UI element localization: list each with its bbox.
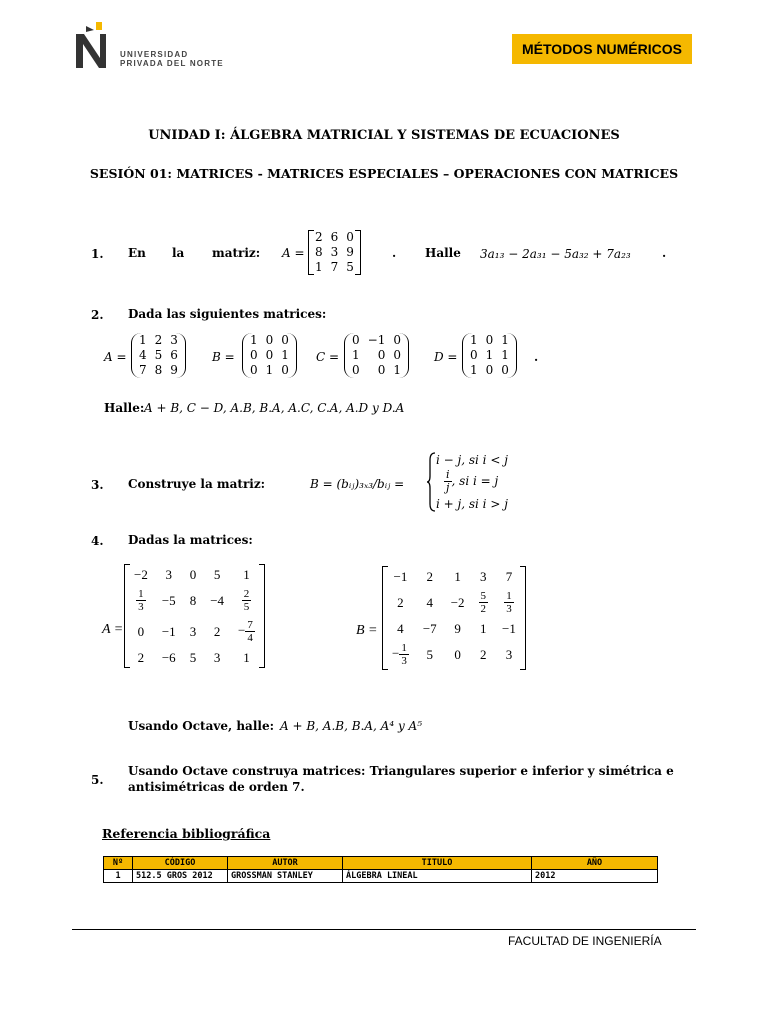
matrix-cell: 1: [243, 650, 250, 665]
matrix-cell: 3: [189, 624, 197, 639]
matrix-cell: −4: [210, 593, 225, 608]
matrix-b: [242, 333, 297, 378]
matrix-b-lhs: B =: [212, 350, 235, 364]
logo-line-2: PRIVADA DEL NORTE: [120, 59, 224, 68]
matrix-d-lhs: D =: [434, 350, 458, 364]
matrix-cell: 0: [265, 348, 274, 362]
matrix-cell: 7: [330, 260, 339, 274]
case-2-condition: , si i = j: [451, 474, 499, 488]
matrix-cell: [385, 639, 416, 670]
column-header: CÓDIGO: [133, 857, 228, 870]
matrix-cell: 0: [377, 348, 386, 362]
course-badge: MÉTODOS NUMÉRICOS: [512, 34, 692, 64]
problem-5-line-1: Usando Octave construya matrices: Triangulares superior e inferior y simétrica e: [128, 764, 674, 778]
matrix-c: [344, 333, 409, 378]
matrix-d: [462, 333, 517, 378]
minus-sign: −: [238, 622, 246, 638]
footer-divider: [72, 929, 696, 930]
fraction-numerator: 1: [506, 590, 512, 602]
fraction-denominator: 3: [506, 603, 512, 615]
minus-sign: −: [392, 645, 400, 661]
problem-4-text: Dadas la matrices:: [128, 533, 253, 547]
matrix-cell: 0: [352, 333, 360, 347]
matrix-cell: 1: [470, 363, 478, 377]
matrix-cell: 1: [393, 363, 401, 377]
matrix-cell: 0: [501, 363, 509, 377]
matrix-cell: 0: [189, 567, 197, 582]
problem-3-text: Construye la matriz:: [128, 477, 266, 491]
problem-3-lhs: B = (bᵢⱼ)₃ₓ₃/bᵢⱼ =: [310, 477, 405, 491]
problem-1-word-3: matriz:: [212, 246, 261, 260]
matrix-cell: [472, 587, 496, 618]
table-cell: 512.5 GROS 2012: [133, 870, 228, 883]
matrix-cell: 2: [426, 569, 434, 584]
matrix-cell: 2: [137, 650, 145, 665]
problem-5-number: 5.: [91, 773, 104, 787]
matrix-cell: 0: [454, 647, 461, 662]
university-logo-icon: [72, 20, 112, 70]
matrix-cell: [495, 587, 523, 618]
fraction-denominator: 5: [243, 601, 250, 613]
matrix-cell: 8: [315, 245, 323, 259]
matrix-cell: 0: [265, 333, 274, 347]
matrix-b-big-lhs: B =: [356, 623, 378, 638]
matrix-cell: 5: [189, 650, 197, 665]
problem-2-text: Dada las siguientes matrices:: [128, 307, 327, 321]
matrix-cell: 0: [281, 363, 289, 377]
matrix-c-lhs: C =: [316, 350, 340, 364]
matrix-cell: 1: [315, 260, 323, 274]
table-cell: 2012: [532, 870, 658, 883]
problem-2-halle-label: Halle:: [104, 401, 145, 415]
column-header: AÑO: [532, 857, 658, 870]
problem-1-end: .: [662, 246, 667, 260]
matrix-b-big: [382, 566, 526, 670]
matrix-cell: 0: [485, 333, 494, 347]
problem-4-octave-expression: A + B, A.B, B.A, A⁴ y A⁵: [280, 719, 423, 733]
matrix-cell: 1: [501, 348, 509, 362]
matrix-cell: 8: [154, 363, 163, 377]
unit-title: UNIDAD I: ÁLGEBRA MATRICIAL Y SISTEMAS DE ECUACIONES: [148, 128, 620, 143]
problem-1-matrix: [308, 230, 361, 275]
left-brace-icon: [426, 452, 436, 512]
matrix-cell: 1: [501, 333, 509, 347]
matrix-cell: 3: [505, 647, 513, 662]
fraction-numerator: 2: [243, 588, 250, 600]
matrix-cell: 7: [505, 569, 513, 584]
problem-3-case-1: i − j, si i < j: [436, 453, 508, 467]
matrix-cell: 9: [346, 245, 354, 259]
matrix-cell: 0: [485, 363, 494, 377]
table-header-row: [104, 857, 658, 870]
matrix-cell: 1: [139, 333, 147, 347]
matrix-a-big: [124, 564, 265, 668]
table-cell: GROSSMAN STANLEY: [228, 870, 343, 883]
matrix-cell: 0: [346, 230, 354, 244]
problem-5-line-2: antisimétricas de orden 7.: [128, 780, 305, 794]
fraction-numerator: 1: [138, 588, 144, 600]
fraction-denominator: j: [446, 481, 450, 494]
fraction-denominator: 3: [138, 601, 144, 613]
matrix-cell: 1: [480, 621, 487, 636]
problem-3-number: 3.: [91, 478, 104, 492]
matrix-cell: −2: [134, 567, 148, 582]
references-title: Referencia bibliográfica: [102, 826, 271, 841]
matrix-cell: 5: [213, 567, 221, 582]
session-title: SESIÓN 01: MATRICES - MATRICES ESPECIALES – OPERACIONES CON MATRICES: [89, 166, 679, 181]
matrix-cell: 2: [315, 230, 323, 244]
matrix-cell: 7: [139, 363, 147, 377]
matrix-cell: 3: [330, 245, 339, 259]
matrix-cell: [127, 585, 155, 616]
matrix-cell: 6: [170, 348, 178, 362]
table-cell: ÁLGEBRA LINEAL: [343, 870, 532, 883]
matrix-cell: 0: [137, 624, 145, 639]
problem-1-word-1: En: [128, 246, 146, 260]
fraction-numerator: 1: [401, 642, 407, 654]
matrix-cell: 1: [250, 333, 258, 347]
matrix-cell: 1: [454, 569, 461, 584]
column-header: Nº: [104, 857, 133, 870]
problem-3-case-2: [444, 469, 498, 494]
matrix-cell: 3: [213, 650, 221, 665]
matrix-cell: 5: [154, 348, 163, 362]
matrix-cell: −2: [450, 595, 465, 610]
matrix-cell: −1: [393, 569, 408, 584]
matrix-cell: 0: [250, 363, 258, 377]
problem-3-case-3: i + j, si i > j: [436, 497, 508, 511]
matrix-cell: 2: [213, 624, 221, 639]
problem-1-halle: Halle: [425, 246, 461, 260]
matrix-cell: −5: [161, 593, 176, 608]
matrix-cell: 0: [250, 348, 258, 362]
table-cell: 1: [104, 870, 133, 883]
matrix-cell: 4: [139, 348, 147, 362]
footer-faculty: FACULTAD DE INGENIERÍA: [508, 934, 662, 948]
matrix-cell: 3: [480, 569, 487, 584]
fraction-denominator: 4: [247, 632, 253, 644]
matrix-cell: 0: [281, 333, 289, 347]
matrix-cell: 9: [454, 621, 461, 636]
logo-line-1: UNIVERSIDAD: [120, 50, 189, 59]
matrix-cell: 9: [170, 363, 178, 377]
matrix-cell: 1: [243, 567, 250, 582]
matrix-cell: 1: [281, 348, 289, 362]
problem-1-lhs: A =: [282, 246, 305, 260]
matrix-cell: 0: [470, 348, 478, 362]
matrix-cell: 5: [426, 647, 434, 662]
matrix-cell: −1: [502, 621, 516, 636]
matrix-cell: [231, 585, 262, 616]
matrix-cell: −6: [161, 650, 176, 665]
column-header: AUTOR: [228, 857, 343, 870]
problem-1-word-2: la: [172, 246, 185, 260]
matrix-cell: 0: [393, 333, 401, 347]
matrix-cell: 8: [189, 593, 197, 608]
fraction-numerator: i: [446, 468, 450, 481]
matrix-cell: 4: [397, 621, 404, 636]
column-header: TITULO: [343, 857, 532, 870]
problem-1-number: 1.: [91, 247, 104, 261]
references-table: [103, 856, 658, 883]
matrix-cell: −7: [422, 621, 437, 636]
problem-1-dot: .: [392, 246, 397, 260]
problem-1-expression: 3a₁₃ − 2a₃₁ − 5a₃₂ + 7a₂₃: [480, 247, 631, 261]
matrix-a: [131, 333, 186, 378]
matrix-cell: 0: [352, 363, 360, 377]
matrix-cell: 0: [377, 363, 386, 377]
problem-4-number: 4.: [91, 534, 104, 548]
matrix-cell: 4: [426, 595, 434, 610]
matrix-cell: 1: [485, 348, 494, 362]
matrix-cell: 1: [352, 348, 360, 362]
problem-4-octave-label: Usando Octave, halle:: [128, 719, 275, 733]
matrix-cell: 3: [170, 333, 178, 347]
fraction-numerator: 5: [480, 590, 487, 602]
matrix-cell: 2: [397, 595, 404, 610]
matrix-cell: 0: [393, 348, 401, 362]
university-name: [120, 50, 224, 68]
matrix-cell: −1: [367, 333, 386, 347]
problem-2-end: .: [534, 350, 539, 364]
matrix-cell: 2: [480, 647, 487, 662]
matrix-cell: 1: [470, 333, 478, 347]
matrix-a-big-lhs: A =: [102, 622, 124, 637]
matrix-cell: 2: [154, 333, 163, 347]
fraction-numerator: 7: [247, 619, 253, 631]
matrix-cell: −1: [161, 624, 176, 639]
matrix-cell: [231, 616, 262, 647]
matrix-cell: 3: [165, 567, 173, 582]
matrix-a-lhs: A =: [104, 350, 127, 364]
fraction-denominator: 3: [401, 655, 407, 667]
matrix-cell: 5: [346, 260, 354, 274]
problem-2-halle-expression: A + B, C − D, A.B, B.A, A.C, C.A, A.D y D.A: [144, 401, 405, 415]
matrix-cell: 6: [330, 230, 339, 244]
problem-2-number: 2.: [91, 308, 104, 322]
table-row: [104, 870, 658, 883]
fraction-denominator: 2: [480, 603, 487, 615]
matrix-cell: 1: [265, 363, 274, 377]
